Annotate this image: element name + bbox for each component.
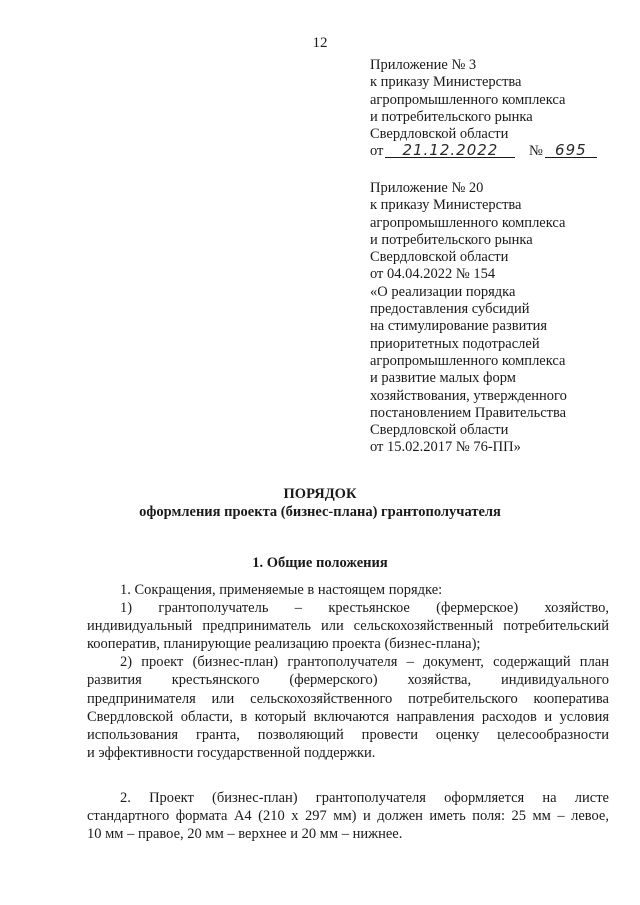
section-1-body [87,581,609,762]
appendix-20-line: к приказу Министерства [370,197,522,214]
order-prefix: от [370,143,384,160]
paragraph-1: 1. Сокращения, применяемые в настоящем порядке: [120,582,443,598]
appendix-20-line: от 15.02.2017 № 76-ПП» [370,439,521,456]
order-number-handwritten: 695 [545,143,597,158]
appendix-3-line: агропромышленного комплекса [370,91,566,108]
appendix-20-line: от 04.04.2022 № 154 [370,266,496,283]
appendix-20-line: постановлением Правительства [370,404,567,421]
document-title: ПОРЯДОК [283,486,357,502]
order-date-handwritten: 21.12.2022 [385,143,515,158]
appendix-20-line: и потребительского рынка [370,231,533,248]
appendix-20-block [370,180,630,457]
appendix-20-line: Свердловской области [370,249,509,266]
appendix-3-line: к приказу Министерства [370,74,522,91]
paragraph-1-2-line: использования гранта, позволяющий провести оценку целесообразности [87,726,609,743]
section-heading: 1. Общие положения [252,555,388,571]
document-subtitle: оформления проекта (бизнес-плана) грантополучателя [139,504,501,520]
appendix-20-line: Приложение № 20 [370,180,484,196]
paragraph-1-2-line: и эффективности государственной поддержки. [87,744,376,761]
appendix-20-line: и развитие малых форм [370,370,516,387]
appendix-3-line: и потребительского рынка [370,108,533,125]
appendix-20-line: на стимулирование развития [370,318,548,335]
appendix-20-line: «О реализации порядка [370,283,516,300]
paragraph-2-line: стандартного формата А4 (210 х 297 мм) и должен иметь поля: 25 мм – левое, [87,808,609,825]
paragraph-2-block [87,789,609,843]
paragraph-2-line: 2. Проект (бизнес-план) грантополучателя оформляется на листе [120,790,609,806]
paragraph-1-1-line: индивидуальный предприниматель или сельскохозяйственный потребительский [87,618,609,635]
appendix-20-line: приоритетных подотраслей [370,335,540,352]
appendix-20-line: агропромышленного комплекса [370,214,566,231]
appendix-20-line: Свердловской области [370,422,509,439]
paragraph-1-2-line: 2) проект (бизнес-план) грантополучателя – документ, содержащий план [120,654,609,671]
appendix-3-line: Приложение № 3 [370,57,477,73]
paragraph-1-2-line: предпринимателя или сельскохозяйственного потребительского кооператива [87,690,609,707]
appendix-3-line: Свердловской области [370,126,509,143]
paragraph-1-2-line: Свердловской области, в который включаются направления расходов и условия [87,708,609,725]
paragraph-2-line: 10 мм – правое, 20 мм – верхнее и 20 мм – нижнее. [87,826,403,843]
order-reference [370,143,630,160]
paragraph-1-1-line: кооператив, планирующие реализацию проекта (бизнес-плана); [87,636,481,653]
page-number: 12 [312,35,328,51]
paragraph-1-2-line: развития крестьянского (фермерского) хозяйства, индивидуального [87,672,609,689]
appendix-3-block [370,57,630,161]
appendix-20-line: хозяйствования, утвержденного [370,387,567,404]
paragraph-1-1-line: 1) грантополучатель – крестьянское (фермерское) хозяйство, [120,600,609,617]
appendix-20-line: агропромышленного комплекса [370,352,566,369]
order-number-label: № [529,143,543,160]
appendix-20-line: предоставления субсидий [370,301,530,318]
